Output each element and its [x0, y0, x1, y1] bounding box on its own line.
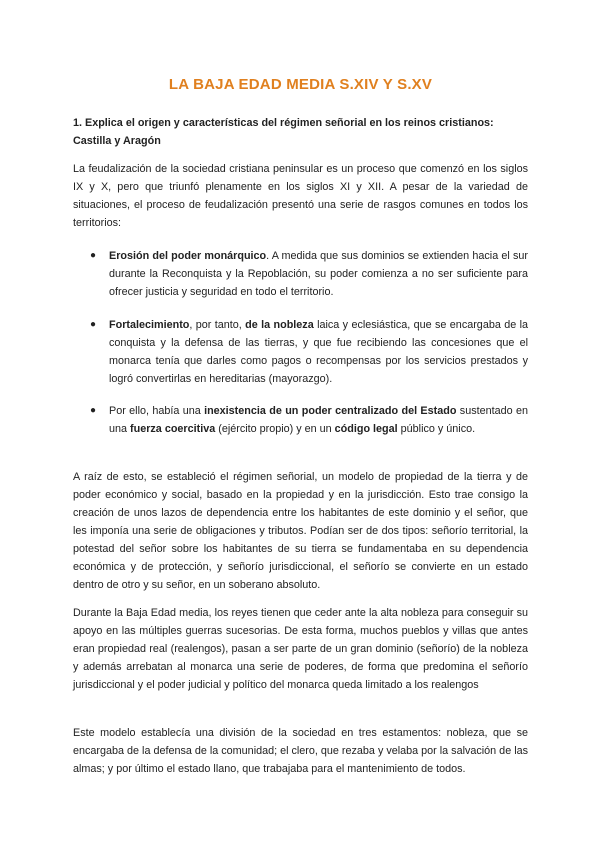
- body-paragraph: Este modelo establecía una división de la sociedad en tres estamentos: nobleza, que se encargaba de la defensa de la comunidad; el clero, que rezaba y velaba por la salvación de las almas; y por último el estado llano, que trabajaba para el mantenimiento de todos.: [73, 727, 528, 775]
- bullet-dot-icon: ●: [90, 250, 97, 261]
- bullet-item-2: [91, 316, 528, 388]
- text-run: , por tanto,: [189, 319, 246, 331]
- bullet-item-3: [91, 402, 528, 438]
- text-run: . A medida que sus dominios se extienden hacia el sur durante la Reconquista y la Repoblación, su poder comienza a no ser suficiente para ofrecer justicia y seguridad en todo el territorio.: [109, 250, 528, 298]
- text-run: sustentado en una: [109, 405, 528, 435]
- body-paragraph: Durante la Baja Edad media, los reyes tienen que ceder ante la alta nobleza para conseguir su apoyo en las múltiples guerras sucesorias. De esta forma, muchos pueblos y villas que antes eran propiedad real (realengos), pasan a ser parte de un gran dominio (señorío) de la nobleza y además arrebatan al monarca una serie de poderes, de forma que predomina el señorío jurisdiccional y el poder judicial y político del monarca queda limitado a los realengos: [73, 607, 528, 691]
- intro-paragraph: La feudalización de la sociedad cristiana peninsular es un proceso que comenzó en los siglos IX y X, pero que triunfó plenamente en los siglos XI y XII. A pesar de la variedad de situaciones, el proceso de feudalización presentó una serie de rasgos comunes en todos los territorios:: [73, 163, 528, 229]
- bullet-text: [109, 247, 528, 301]
- bold-phrase: inexistencia de un poder centralizado del Estado: [204, 405, 457, 417]
- body-paragraph: A raíz de esto, se estableció el régimen señorial, un modelo de propiedad de la tierra y de poder económico y social, basado en la propiedad y en la jurisdicción. Esto trae consigo la creación de unos lazos de dependencia entre los habitantes de este dominio y el señor, que les imponía una serie de obligaciones y tributos. Podían ser de dos tipos: señorío territorial, la potestad del señor sobre los habitantes de su tierra se fundamentaba en su dependencia económica y de protección, y señorío jurisdiccional, el señorío se convierte en un estado dentro de otro y su señor, en un soberano absoluto.: [73, 471, 528, 591]
- bold-phrase: de la nobleza: [245, 319, 314, 331]
- bold-phrase: Fortalecimiento: [109, 319, 190, 331]
- question-heading: 1. Explica el origen y características del régimen señorial en los reinos cristianos: Castilla y Aragón: [73, 117, 494, 147]
- text-run: público y único.: [397, 423, 476, 435]
- bullet-dot-icon: ●: [90, 405, 97, 416]
- text-run: laica y eclesiástica, que se encargaba de la conquista y la defensa de las tierras, y que fue recibiendo las concesiones que el monarca tenía que darles como pagos o recompensas por los servicios prestados y logró convertirlas en hereditarias (mayorazgo).: [109, 319, 528, 385]
- bold-phrase: código legal: [334, 423, 398, 435]
- bullet-dot-icon: ●: [90, 319, 97, 330]
- bullet-item-1: [91, 247, 528, 301]
- text-run: (ejército propio) y en un: [215, 423, 335, 435]
- text-run: Por ello, había una: [109, 405, 205, 417]
- document-title: LA BAJA EDAD MEDIA S.XIV Y S.XV: [168, 76, 433, 93]
- bullet-text: [109, 316, 528, 388]
- bold-phrase: Erosión del poder monárquico: [109, 250, 267, 262]
- bold-phrase: fuerza coercitiva: [130, 423, 216, 435]
- bullet-text: [109, 402, 528, 438]
